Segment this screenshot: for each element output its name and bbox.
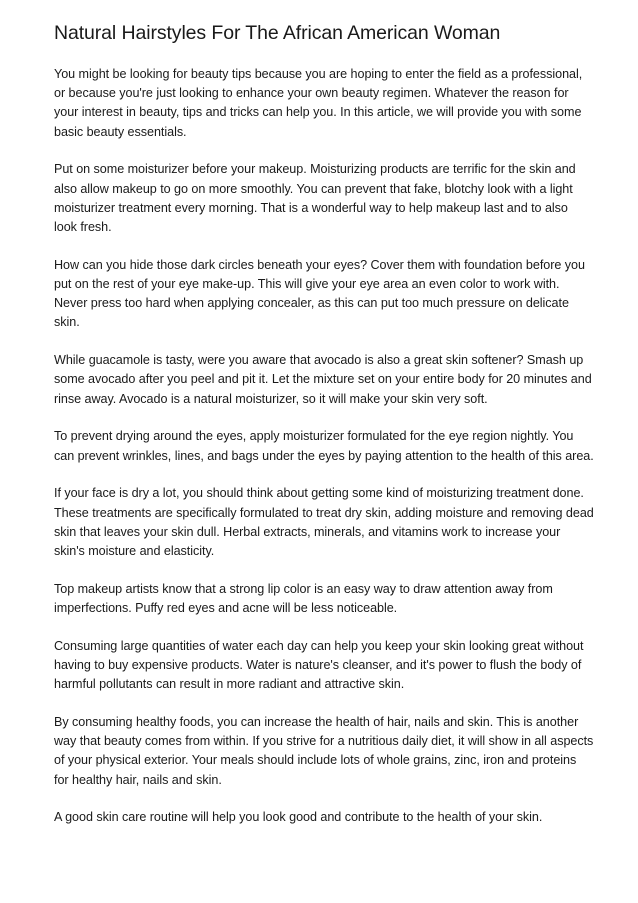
paragraph-1: You might be looking for beauty tips because you are hoping to enter the field as a professional, or because you're just looking to enhance your own beauty regimen. Whatever the reason for your interest in beauty, tips and tricks can help you. In this article, we will provide you with some basic beauty essentials. xyxy=(54,67,583,139)
paragraph-9: By consuming healthy foods, you can increase the health of hair, nails and skin. This is another way that beauty comes from within. If you strive for a nutritious daily diet, it will show in all aspects of your physical exterior. Your meals should include lots of whole grains, zinc, iron and proteins for healthy hair, nails and skin. xyxy=(54,715,594,787)
document-title: Natural Hairstyles For The African American Woman xyxy=(54,22,501,44)
paragraph-2: Put on some moisturizer before your makeup. Moisturizing products are terrific for the skin and also allow makeup to go on more smoothly. You can prevent that fake, blotchy look with a light moisturizer treatment every morning. That is a wonderful way to help makeup last and to also look fresh. xyxy=(54,162,576,235)
paragraph-10: A good skin care routine will help you look good and contribute to the health of your skin. xyxy=(54,810,543,825)
document-page xyxy=(54,20,594,846)
paragraph-5: To prevent drying around the eyes, apply moisturizer formulated for the eye region nightly. You can prevent wrinkles, lines, and bags under the eyes by paying attention to the health of this area. xyxy=(54,429,594,463)
paragraph-3: How can you hide those dark circles beneath your eyes? Cover them with foundation before you put on the rest of your eye make-up. This will give your eye area an even color to work with. Never press too hard when applying concealer, as this can put too much pressure on delicate skin. xyxy=(54,257,585,330)
paragraph-8: Consuming large quantities of water each day can help you keep your skin looking great without having to buy expensive products. Water is nature's cleanser, and it's power to flush the body of harmful pollutants can result in more radiant and attractive skin. xyxy=(54,638,584,692)
paragraph-6: If your face is dry a lot, you should think about getting some kind of moisturizing treatment done. These treatments are specifically formulated to treat dry skin, adding moisture and removing dead skin that leaves your skin dull. Herbal extracts, minerals, and vitamins work to increase your skin's moisture and elasticity. xyxy=(54,486,594,559)
paragraph-7: Top makeup artists know that a strong lip color is an easy way to draw attention away from imperfections. Puffy red eyes and acne will be less noticeable. xyxy=(54,581,553,616)
paragraph-4: While guacamole is tasty, were you aware that avocado is also a great skin softener? Smash up some avocado after you peel and pit it. Let the mixture set on your entire body for 20 minutes and rinse away. Avocado is a natural moisturizer, so it will make your skin very soft. xyxy=(54,353,592,406)
